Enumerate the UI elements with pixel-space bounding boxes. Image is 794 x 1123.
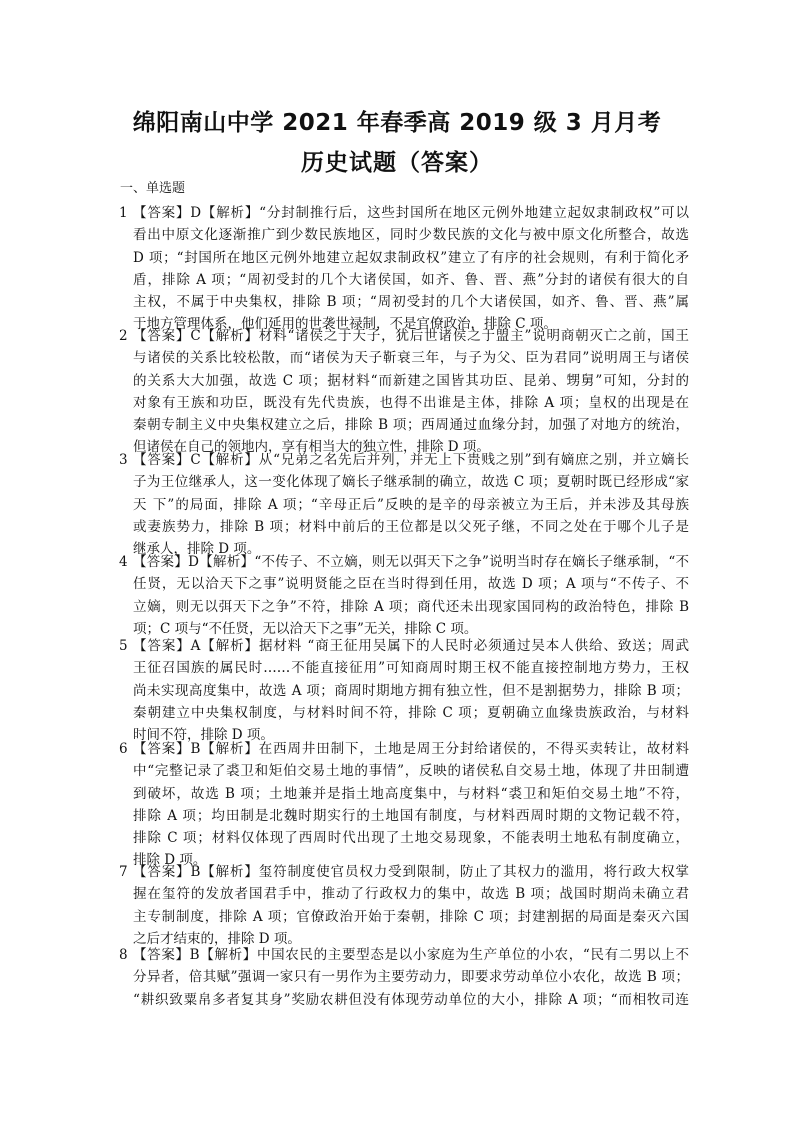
answer-number: 8 [119, 947, 128, 963]
answer-line: 的关系大大加强，故选 C 项；据材料“而新建之国皆其功臣、昆弟、甥舅”可知，分封的 [133, 372, 689, 389]
answer-line: 看出中原文化逐渐推广到少数民族地区，同时少数民族的文化与被中原文化所整合，故选 [133, 227, 689, 244]
answer-line: 立嫡，则无以弭天下之争”不符，排除 A 项；商代还未出现家国同构的政治特色，排除 B [133, 598, 689, 615]
answer-item [119, 325, 689, 459]
answer-item [119, 861, 689, 950]
answer-line: 【答案】A【解析】据材料 “商王征用吴属下的人民时必须通过吴本人供给、致送；周武 [133, 638, 689, 654]
answer-line: 子为王位继承人，这一变化体现了嫡长子继承制的确立，故选 C 项；夏朝时既已经形成“家 [133, 474, 689, 491]
answer-number: 3 [119, 452, 128, 468]
answer-item [119, 635, 689, 746]
answer-line: 对象有王族和功臣，既没有先代贵族，也得不出谁是主体，排除 A 项；皇权的出现是在 [133, 394, 689, 411]
answer-line: 到破坏，故选 B 项；土地兼并是指土地高度集中，与材料“裘卫和矩伯交易土地”不符， [133, 785, 689, 802]
answer-line: 主专制制度，排除 A 项；官僚政治开始于秦朝，排除 C 项；封建割据的局面是秦灭六国 [133, 908, 689, 925]
answer-line: 盾，排除 A 项；“周初受封的几个大诸侯国，如齐、鲁、晋、燕”分封的诸侯有很大的自 [133, 271, 689, 288]
answer-text [133, 738, 689, 872]
answer-number: 4 [119, 554, 128, 570]
answer-number: 2 [119, 328, 128, 344]
answer-line: 时间不符，排除 D 项。 [133, 727, 274, 744]
answer-item [119, 738, 689, 872]
answer-line: 秦朝建立中央集权制度，与材料时间不符，排除 C 项；夏朝确立血缘贵族政治，与材料 [133, 704, 689, 721]
section-heading: 一、单选题 [120, 181, 186, 196]
answer-text [133, 202, 689, 336]
answer-line: 握在玺符的发放者国君手中，推动了行政权力的集中，故选 B 项；战国时期尚未确立君 [133, 886, 689, 903]
answer-line: 【答案】B【解析】玺符制度使官员权力受到限制，防止了其权力的滥用，将行政大权掌 [133, 864, 689, 880]
answer-item [119, 449, 689, 560]
answer-line: 天 下”的局面，排除 A 项；“辛母正后”反映的是辛的母亲被立为王后，并未涉及其母族 [133, 496, 689, 513]
answer-line: D 项；“封国所在地区元例外地建立起奴隶制政权”建立了有序的社会规则，有利于简化矛 [133, 249, 689, 266]
answer-line: 但诸侯在自己的领地内，享有相当大的独立性，排除 D 项。 [133, 439, 490, 456]
answer-text [133, 861, 689, 950]
answer-line: “耕织致粟帛多者复其身”奖励农耕但没有体现劳动单位的大小，排除 A 项；“而相牧司连 [133, 991, 689, 1008]
answer-line: 中“完整记录了裘卫和矩伯交易土地的事情”，反映的诸侯私自交易土地，体现了井田制遭 [133, 763, 689, 780]
answer-text [133, 551, 689, 640]
answer-line: 排除 D 项。 [133, 852, 207, 869]
answer-number: 7 [119, 864, 128, 880]
answer-line: 【答案】D【解析】“不传子、不立嫡，则无以弭天下之争”说明当时存在嫡长子继承制，“不 [133, 554, 689, 570]
answer-line: 任贤，无以洽天下之事”说明贤能之臣在当时得到任用，故选 D 项；A 项与“不传子、不 [133, 576, 689, 593]
answer-line: 之后才结束的，排除 D 项。 [133, 930, 301, 947]
answer-text [133, 944, 689, 1011]
answer-line: 排除 A 项；均田制是北魏时期实行的土地国有制度，与材料西周时期的文物记载不符， [133, 807, 689, 824]
answer-line: 项；C 项与“不任贤，无以洽天下之事”无关，排除 C 项。 [133, 620, 478, 637]
answer-line: 分异者，倍其赋”强调一家只有一男作为主要劳动力，即要求劳动单位小农化，故选 B 项； [133, 969, 689, 986]
answer-line: 主权，不属于中央集权，排除 B 项；“周初受封的几个大诸侯国，如齐、鲁、晋、燕”属 [133, 294, 689, 311]
answer-line: 尚未实现高度集中，故选 A 项；商周时期地方拥有独立性，但不是割据势力，排除 B 项； [133, 682, 689, 699]
answer-line: 于地方管理体系，他们延用的世袭世禄制，不是官僚政治，排除 C 项。 [133, 316, 557, 333]
answer-line: 继承人，排除 D 项。 [133, 541, 261, 558]
answer-line: 【答案】C【解析】材料“诸侯之于天子，犹后世诸侯之于盟主”说明商朝灭亡之前，国王 [133, 328, 689, 344]
page-title: 绵阳南山中学 2021 年春季高 2019 级 3 月月考 [132, 110, 662, 136]
answer-line: 【答案】C【解析】从“兄弟之名先后并列，并无上下贵贱之别”到有嫡庶之别，并立嫡长 [133, 452, 689, 468]
answer-number: 5 [119, 638, 128, 654]
answer-line: 或妻族势力，排除 B 项；材料中前后的王位都是以父死子继，不同之处在于哪个儿子是 [133, 518, 689, 535]
answer-line: 【答案】B【解析】中国农民的主要型态是以小家庭为生产单位的小农，“民有二男以上不 [133, 947, 689, 963]
answer-line: 秦朝专制主义中央集权建立之后，排除 B 项；西周通过血缘分封，加强了对地方的统治， [133, 417, 689, 434]
answer-line: 与诸侯的关系比较松散，而“诸侯为天子靳衰三年，与子为父、臣为君同”说明周王与诸侯 [133, 350, 689, 367]
answer-line: 王征召国族的属民时……不能直接征用”可知商周时期王权不能直接控制地方势力，王权 [133, 660, 689, 677]
answer-text [133, 325, 689, 459]
answer-line: 【答案】B【解析】在西周井田制下，土地是周王分封给诸侯的，不得买卖转让，故材料 [133, 741, 689, 757]
answer-item [119, 944, 689, 1011]
answer-line: 【答案】D【解析】“分封制推行后，这些封国所在地区元例外地建立起奴隶制政权”可以 [133, 205, 689, 221]
page-subtitle: 历史试题（答案） [301, 150, 493, 176]
answer-item [119, 202, 689, 336]
answer-text [133, 635, 689, 746]
answer-number: 6 [119, 741, 128, 757]
answer-item [119, 551, 689, 640]
answer-text [133, 449, 689, 560]
answer-line: 排除 C 项；材料仅体现了西周时代出现了土地交易现象，不能表明土地私有制度确立， [133, 830, 689, 847]
answer-number: 1 [119, 205, 128, 221]
